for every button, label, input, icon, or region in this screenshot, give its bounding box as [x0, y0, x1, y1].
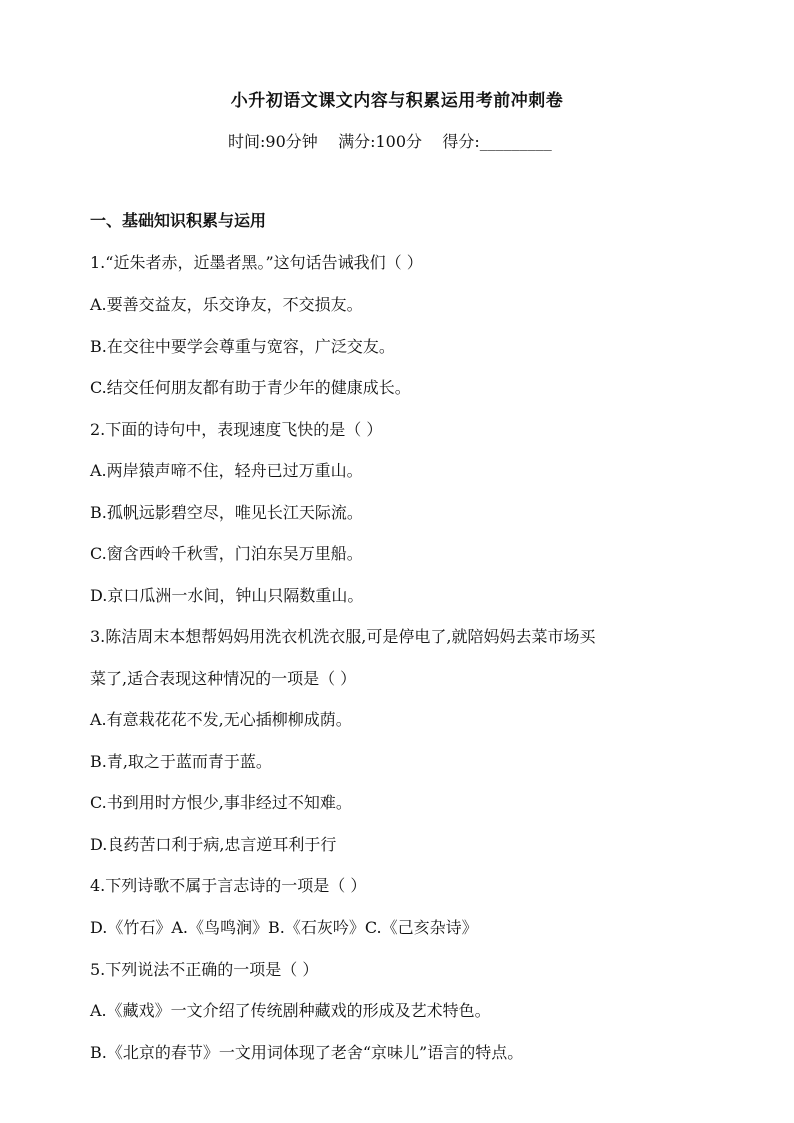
section-heading: 一、基础知识积累与运用 [90, 211, 267, 230]
question-3-option-a: A.有意栽花花不发,无心插柳柳成荫。 [90, 710, 352, 729]
question-5-stem: 5.下列说法不正确的一项是（ ） [90, 960, 319, 979]
question-2-option-a: A.两岸猿声啼不住，轻舟已过万重山。 [90, 461, 363, 480]
question-5-option-b: B.《北京的春节》一文用词体现了老舍“京味儿”语言的特点。 [90, 1043, 524, 1062]
question-3-stem-line-1: 3.陈洁周末本想帮妈妈用洗衣机洗衣服,可是停电了,就陪妈妈去菜市场买 [90, 627, 596, 646]
question-3-stem-line-2: 菜了,适合表现这种情况的一项是（ ） [90, 669, 357, 688]
question-2-option-d: D.京口瓜洲一水间，钟山只隔数重山。 [90, 586, 364, 605]
question-4-stem: 4.下列诗歌不属于言志诗的一项是（ ） [90, 876, 367, 895]
question-1-stem: 1.“近朱者赤，近墨者黑。”这句话告诫我们（ ） [90, 253, 423, 272]
question-1-option-b: B.在交往中要学会尊重与宽容，广泛交友。 [90, 337, 395, 356]
question-3-option-c: C.书到用时方恨少,事非经过不知难。 [90, 793, 352, 812]
question-2-stem: 2.下面的诗句中，表现速度飞快的是（ ） [90, 420, 383, 439]
question-2-option-b: B.孤帆远影碧空尽，唯见长江天际流。 [90, 503, 363, 522]
question-1-option-c: C.结交任何朋友都有助于青少年的健康成长。 [90, 378, 411, 397]
question-1-option-a: A.要善交益友，乐交诤友，不交损友。 [90, 295, 363, 314]
question-5-option-a: A.《藏戏》一文介绍了传统剧种藏戏的形成及艺术特色。 [90, 1001, 491, 1020]
question-4-options: D.《竹石》A.《鸟鸣涧》B.《石灰吟》C.《己亥杂诗》 [90, 918, 478, 937]
exam-meta: 时间:90分钟 满分:100分 得分:_________ [228, 132, 552, 151]
question-3-option-b: B.青,取之于蓝而青于蓝。 [90, 752, 272, 771]
page-title: 小升初语文课文内容与积累运用考前冲刺卷 [230, 91, 564, 111]
question-3-option-d: D.良药苦口利于病,忠言逆耳利于行 [90, 835, 337, 854]
question-2-option-c: C.窗含西岭千秋雪，门泊东吴万里船。 [90, 544, 363, 563]
